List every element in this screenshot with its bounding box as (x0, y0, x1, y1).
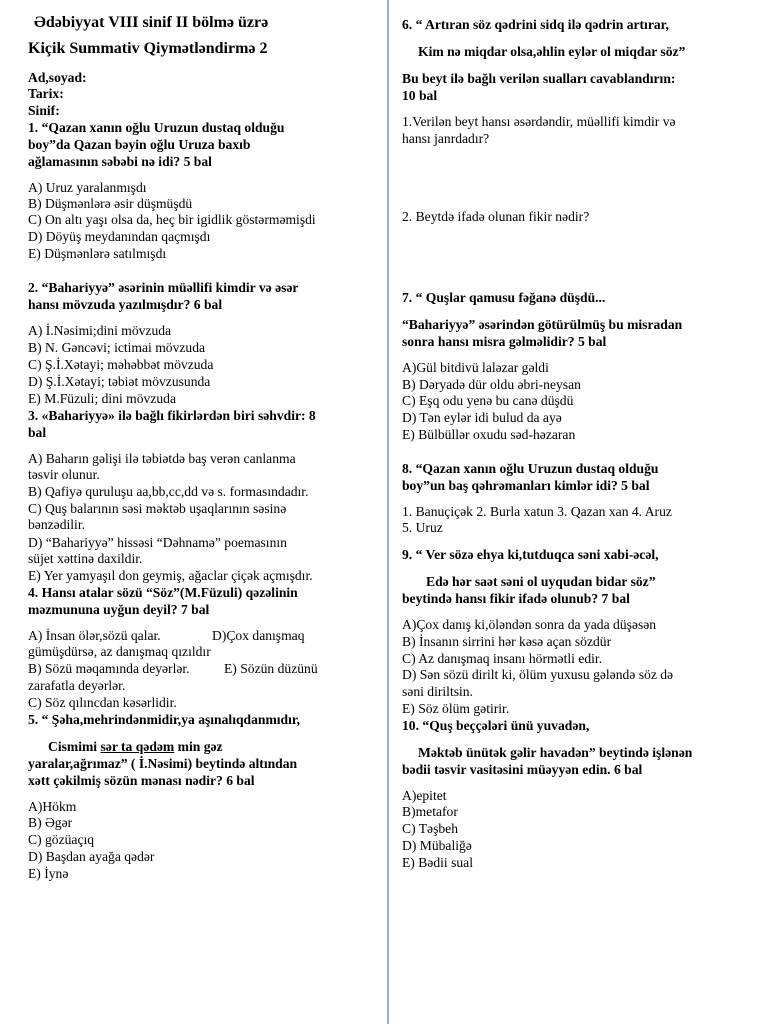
question-5-line: xətt çəkilmiş sözün mənası nədir? 6 bal (28, 773, 255, 788)
question-5-line: yaralar,ağrımaz” ( İ.Nəsimi) beytində altından (28, 756, 298, 771)
column-divider (387, 0, 389, 1024)
question-2-option: E) M.Füzuli; dini mövzuda (28, 391, 177, 406)
question-9-line: 9. “ Ver sözə ehya ki,tutduqca səni xabi-əcəl, (402, 547, 659, 562)
question-6-subquestion: 2. Beytdə ifadə olunan fikir nədir? (402, 209, 590, 224)
question-6-line: 6. “ Artıran söz qədrini sidq ilə qədrin artırar, (402, 17, 669, 32)
question-10-option: B)metafor (402, 804, 458, 819)
question-4-option: zarafatla deyərlər. (28, 678, 126, 693)
question-6-line: Kim nə miqdar olsa,əhlin eylər ol miqdar söz” (418, 44, 686, 59)
question-6-line: 10 bal (402, 88, 438, 103)
question-5-line: 5. “ Şəha,mehrindənmidir,ya aşınalıqdanmıdır, (28, 712, 301, 727)
question-1-line: 1. “Qazan xanın oğlu Uruzun dustaq olduğu (28, 120, 285, 135)
question-5-text: min gəz (177, 739, 223, 754)
question-1-option: E) Düşmənlərə satılmışdı (28, 246, 167, 261)
question-9-line: Edə hər saət səni ol uyqudan bidar söz” (426, 574, 656, 589)
question-2-option: A) İ.Nəsimi;dini mövzuda (28, 323, 172, 338)
question-4-option: A) İnsan ölər,sözü qalar. (28, 628, 161, 643)
question-3-option: B) Qafiyə quruluşu aa,bb,cc,dd və s. formasındadır. (28, 484, 309, 499)
question-5-text: Cismimi (48, 739, 98, 754)
name-label: Ad,soyad: (28, 70, 87, 85)
question-5-option: D) Başdan ayağa qədər (28, 849, 155, 864)
question-1-option: C) On altı yaşı olsa da, heç bir igidlik göstərməmişdi (28, 212, 316, 227)
question-5-option: C) gözüaçıq (28, 832, 95, 847)
question-1-option: A) Uruz yaralanmışdı (28, 180, 147, 195)
question-10-option: D) Mübaliğə (402, 838, 472, 853)
question-2-line: hansı mövzuda yazılmışdır? 6 bal (28, 297, 223, 312)
question-2-option: C) Ş.İ.Xətayi; məhəbbət mövzuda (28, 357, 214, 372)
question-7-line: 7. “ Quşlar qamusu fəğanə düşdü... (402, 290, 606, 305)
question-4-option: B) Sözü məqamında deyərlər. (28, 661, 190, 676)
question-3-option: A) Baharın gəlişi ilə təbiətdə baş verən canlanma (28, 451, 296, 466)
question-4-line: 4. Hansı atalar sözü “Söz”(M.Füzuli) qəzəlinin (28, 585, 298, 600)
question-5-option: A)Hökm (28, 799, 77, 814)
question-2-option: D) Ş.İ.Xətayi; təbiət mövzusunda (28, 374, 211, 389)
question-10-option: C) Təşbeh (402, 821, 459, 836)
question-4-option: C) Söz qılıncdan kəsərlidir. (28, 695, 177, 710)
question-5-option: E) İynə (28, 866, 69, 881)
question-9-option: E) Söz ölüm gətirir. (402, 701, 510, 716)
question-4-option: D)Çox danışmaq (212, 628, 305, 643)
question-2-line: 2. “Bahariyyə” əsərinin müəllifi kimdir və əsər (28, 280, 299, 295)
question-7-line: sonra hansı misra gəlməlidir? 5 bal (402, 334, 607, 349)
underlined-phrase: sər ta qədəm (100, 739, 175, 754)
question-9-option: A)Çox danış ki,öləndən sonra da yada düşəsən (402, 617, 657, 632)
worksheet-title-line1: Ədəbiyyat VIII sinif II bölmə üzrə (34, 14, 269, 31)
class-label: Sinif: (28, 103, 60, 118)
question-8-answers: 5. Uruz (402, 520, 443, 535)
question-7-option: A)Gül bitdivü laləzar gəldi (402, 360, 549, 375)
question-6-line: Bu beyt ilə bağlı verilən sualları cavablandırın: (402, 71, 676, 86)
question-3-option: süjet xəttinə daxildir. (28, 551, 143, 566)
question-9-option: B) İnsanın sirrini hər kəsə açan sözdür (402, 634, 612, 649)
question-3-option: D) “Bahariyyə” hissəsi “Dəhnamə” poemasının (28, 535, 287, 550)
question-10-line: 10. “Quş beççələri ünü yuvadən, (402, 718, 590, 733)
question-8-line: 8. “Qazan xanın oğlu Uruzun dustaq olduğu (402, 461, 659, 476)
question-5-line (48, 739, 223, 755)
question-1-line: ağlamasının səbəbi nə idi? 5 bal (28, 154, 212, 169)
question-3-option: bənzədilir. (28, 517, 85, 532)
question-1-option: D) Döyüş meydanından qaçmışdı (28, 229, 211, 244)
question-2-option: B) N. Gəncəvi; ictimai mövzuda (28, 340, 206, 355)
question-1-line: boy”da Qazan bəyin oğlu Uruza baxıb (28, 137, 251, 152)
question-1-option: B) Düşmənlərə əsir düşmüşdü (28, 196, 193, 211)
question-3-option: təsvir olunur. (28, 467, 100, 482)
question-7-option: E) Bülbüllər oxudu səd-həzaran (402, 427, 576, 442)
question-3-line: bal (28, 425, 47, 440)
worksheet-title-line2: Kiçik Summativ Qiymətləndirmə 2 (28, 40, 268, 57)
question-10-option: A)epitet (402, 788, 447, 803)
question-6-subquestion: 1.Verilən beyt hansı əsərdəndir, müəllifi kimdir və (402, 114, 676, 129)
question-7-option: B) Dəryadə dür oldu əbri-neysan (402, 377, 581, 392)
question-5-option: B) Əgər (28, 815, 73, 830)
question-9-line: beytində hansı fikir ifadə olunub? 7 bal (402, 591, 630, 606)
question-7-line: “Bahariyyə” əsərindən götürülmüş bu misradan (402, 317, 683, 332)
question-9-option: səni diriltsin. (402, 684, 473, 699)
date-label: Tarix: (28, 86, 64, 101)
question-3-option: E) Yer yamyaşıl don geymiş, ağaclar çiçək açmışdır. (28, 568, 313, 583)
question-8-line: boy”un baş qəhrəmanları kimlər idi? 5 bal (402, 478, 650, 493)
question-3-option: C) Quş balarının səsi məktəb uşaqlarının səsinə (28, 501, 287, 516)
question-7-option: D) Tən eylər idi bulud da ayə (402, 410, 562, 425)
question-10-line: bədii təsvir vasitəsini müəyyən edin. 6 bal (402, 762, 643, 777)
question-4-option: E) Sözün düzünü (224, 661, 318, 676)
question-4-option: gümüşdürsə, az danışmaq qızıldır (28, 644, 211, 659)
question-6-subquestion: hansı janrdadır? (402, 131, 490, 146)
question-9-option: C) Az danışmaq insanı hörmətli edir. (402, 651, 603, 666)
question-3-line: 3. «Bahariyyə» ilə bağlı fikirlərdən biri səhvdir: 8 (28, 408, 316, 423)
question-4-line: məzmununa uyğun deyil? 7 bal (28, 602, 210, 617)
question-7-option: C) Eşq odu yenə bu canə düşdü (402, 393, 574, 408)
question-8-answers: 1. Banuçiçək 2. Burla xatun 3. Qazan xan 4. Aruz (402, 504, 672, 519)
question-9-option: D) Sən sözü dirilt ki, ölüm yuxusu gələndə söz də (402, 667, 674, 682)
question-10-option: E) Bədii sual (402, 855, 473, 870)
question-10-line: Məktəb ünütək gəlir havadən” beytində işlənən (418, 745, 693, 760)
